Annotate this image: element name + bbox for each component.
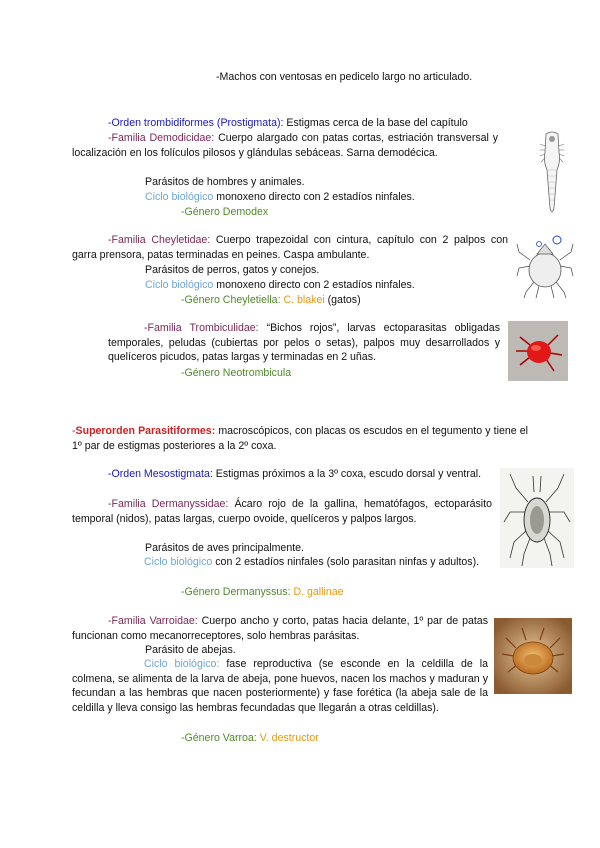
demodex-illustration [537, 130, 567, 218]
family-demodicidae: -Familia Demodicidae: Cuerpo alargado con patas cortas, estriación transversal y localización en los folículos pilosos y glándulas sebáceas. Sarna demodécica. [72, 132, 498, 159]
top-line: -Machos con ventosas en pedicelo largo no articulado. [216, 71, 473, 83]
genus-cheyletiella: -Género Cheyletiella: C. blakei (gatos) [181, 294, 361, 306]
cheyletidae-cycle: Ciclo biológico monoxeno directo con 2 estadíos ninfales. [145, 279, 415, 291]
genus-demodex: -Género Demodex [181, 206, 269, 218]
genus-varroa: -Género Varroa: V. destructor [181, 732, 319, 744]
genus-dermanyssus: -Género Dermanyssus: D. gallinae [181, 586, 344, 598]
order-mesostigmata-label: -Orden Mesostigmata: [108, 468, 213, 480]
family-varroidae-label: -Familia Varroidae: [108, 615, 198, 627]
family-cheyletidae-label: -Familia Cheyletidae: [108, 234, 211, 246]
dermanyssidae-cycle: Ciclo biológico con 2 estadíos ninfales (solo parasitan ninfas y adultos). [144, 556, 480, 568]
dermanyssidae-hosts: Parásitos de aves principalmente. [145, 542, 304, 554]
order-prostigmata-heading: -Orden trombidiformes (Prostigmata): Estigmas cerca de la base del capítulo [108, 117, 468, 129]
family-cheyletidae: -Familia Cheyletidae: Cuerpo trapezoidal con cintura, capítulo con 2 palpos con garra prensora, patas terminadas en peines. Caspa ambulante. [72, 234, 508, 261]
order-prostigmata-label: -Orden trombidiformes (Prostigmata): [108, 117, 284, 129]
family-varroidae: -Familia Varroidae: Cuerpo ancho y corto, patas hacia delante, 1º par de patas funcionan como mecanorreceptores, solo hembras parásitas. [72, 615, 488, 642]
superorder-parasitiformes: -Superorden Parasitiformes: macroscópicos, con placas os escudos en el tegumento y tiene el 1º par de estigmas posteriores a la 2º coxa. [72, 425, 528, 452]
family-trombiculidae: -Familia Trombiculidae: “Bichos rojos”, larvas ectoparasitas obligadas temporales, peludas (cubiertas por pelos o setas), palpos muy desarrollados y quelíceros picudos, patas largas y terminadas en 2 uñas. [108, 322, 500, 363]
cheyletiella-illustration [516, 234, 574, 300]
superorder-parasitiformes-label: Superorden Parasitiformes: [75, 425, 216, 437]
family-dermanyssidae: -Familia Dermanyssidae: Ácaro rojo de la gallina, hematófagos, ectoparásito temporal (nidos), patas largas, cuerpo ovoide, quelíceros y palpos largos. [72, 498, 492, 525]
varroidae-cycle: Ciclo biológico: fase reproductiva (se esconde en la celdilla de la colmena, se alimenta de la larva de abeja, pone huevos, nacen los machos y maduran y fecundan a las hembras que nacen posteriormente) y fase forética (la abeja sale de la celdilla y lleva consigo las hembras fecundadas que llegarán a otras celdillas). [72, 658, 488, 714]
varroa-photo [494, 618, 572, 694]
red-mite-photo [508, 321, 568, 381]
dermanyssus-illustration [500, 468, 574, 568]
demodicidae-cycle: Ciclo biológico monoxeno directo con 2 estadíos ninfales. [145, 191, 415, 203]
family-trombiculidae-label: -Familia Trombiculidae: [144, 322, 259, 334]
family-dermanyssidae-label: -Familia Dermanyssidae: [108, 498, 229, 510]
genus-neotrombicula: -Género Neotrombicula [181, 367, 292, 379]
cheyletidae-hosts: Parásitos de perros, gatos y conejos. [145, 264, 320, 276]
varroidae-hosts: Parásito de abejas. [145, 644, 236, 656]
order-mesostigmata: -Orden Mesostigmata: Estigmas próximos a la 3º coxa, escudo dorsal y ventral. [108, 468, 482, 480]
demodicidae-hosts: Parásitos de hombres y animales. [145, 176, 305, 188]
family-demodicidae-label: -Familia Demodicidae: [108, 132, 215, 144]
